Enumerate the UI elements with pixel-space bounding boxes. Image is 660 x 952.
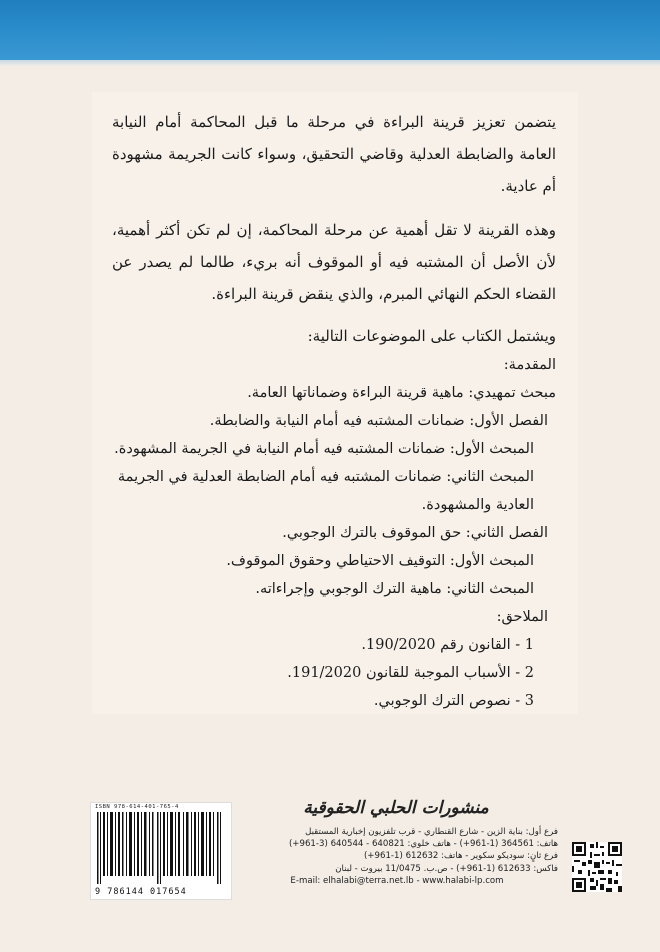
description-paragraph-1: يتضمن تعزيز قرينة البراءة في مرحلة ما قبل المحاكمة أمام النيابة العامة والضابطة العدلية وقاضي التحقيق، وسواء كانت الجريمة مشهودة أم عادية. <box>112 113 556 195</box>
contents-list <box>112 351 556 715</box>
contents-item: المبحث الثاني: ضمانات المشتبه فيه أمام الضابطة العدلية في الجريمة العادية والمشهودة. <box>117 469 534 513</box>
contents-item: الفصل الثاني: حق الموقوف بالترك الوجوبي. <box>282 525 548 541</box>
publisher-address <box>236 826 558 887</box>
contents-item: الفصل الأول: ضمانات المشتبه فيه أمام النيابة والضابطة. <box>209 413 548 429</box>
contents-item: 1 - القانون رقم 190/2020. <box>361 637 534 653</box>
contents-item: 3 - نصوص الترك الوجوبي. <box>373 693 534 709</box>
description-paragraph-2: وهذه القرينة لا تقل أهمية عن مرحلة المحاكمة، إن لم تكن أكثر أهمية، لأن الأصل أن المشتبه فيه أو الموقوف أنه بريء، طالما لم يصدر عن القضاء الحكم النهائي المبرم، والذي ينقض قرينة البراءة. <box>112 221 556 303</box>
barcode-digits: 9 786144 017654 <box>95 887 187 897</box>
top-color-band <box>0 0 660 60</box>
publisher-name: منشورات الحلبي الحقوقية <box>303 798 489 818</box>
contents-item: المقدمة: <box>503 357 556 373</box>
contents-item: المبحث الأول: ضمانات المشتبه فيه أمام النيابة في الجريمة المشهودة. <box>114 441 534 457</box>
address-line: فرع ثانٍ: سوديكو سكوير - هاتف: 612632 (1-961+) <box>363 851 558 862</box>
contents-item: الملاحق: <box>496 609 548 625</box>
contents-item: المبحث الأول: التوقيف الاحتياطي وحقوق الموقوف. <box>226 553 534 569</box>
isbn-barcode <box>90 802 232 900</box>
address-line: فاكس: 612633 (1-961+) - ص.ب. 11/0475 بيروت - لبنان <box>335 863 558 874</box>
publisher-contact: E-mail: elhalabi@terra.net.lb - www.halabi-lp.com <box>290 875 504 886</box>
address-line: هاتف: 364561 (1-961+) - هاتف خلوي: 640821 - 640544 (3-961+) <box>288 839 558 850</box>
contents-item: المبحث الثاني: ماهية الترك الوجوبي وإجراءاته. <box>255 581 534 597</box>
barcode-bars <box>95 812 227 884</box>
contents-intro: ويشتمل الكتاب على الموضوعات التالية: <box>307 327 556 345</box>
address-line: فرع أول: بناية الزين - شارع القنطاري - قرب تلفزيون إخبارية المستقبل <box>305 827 558 837</box>
back-cover-text-panel <box>92 92 578 714</box>
contents-item: مبحث تمهيدي: ماهية قرينة البراءة وضماناتها العامة. <box>247 385 556 401</box>
top-band-edge <box>0 60 660 66</box>
isbn-label: ISBN 978-614-401-765-4 <box>95 804 179 810</box>
contents-item: 2 - الأسباب الموجبة للقانون 191/2020. <box>287 665 534 681</box>
qr-code-icon <box>572 842 622 892</box>
